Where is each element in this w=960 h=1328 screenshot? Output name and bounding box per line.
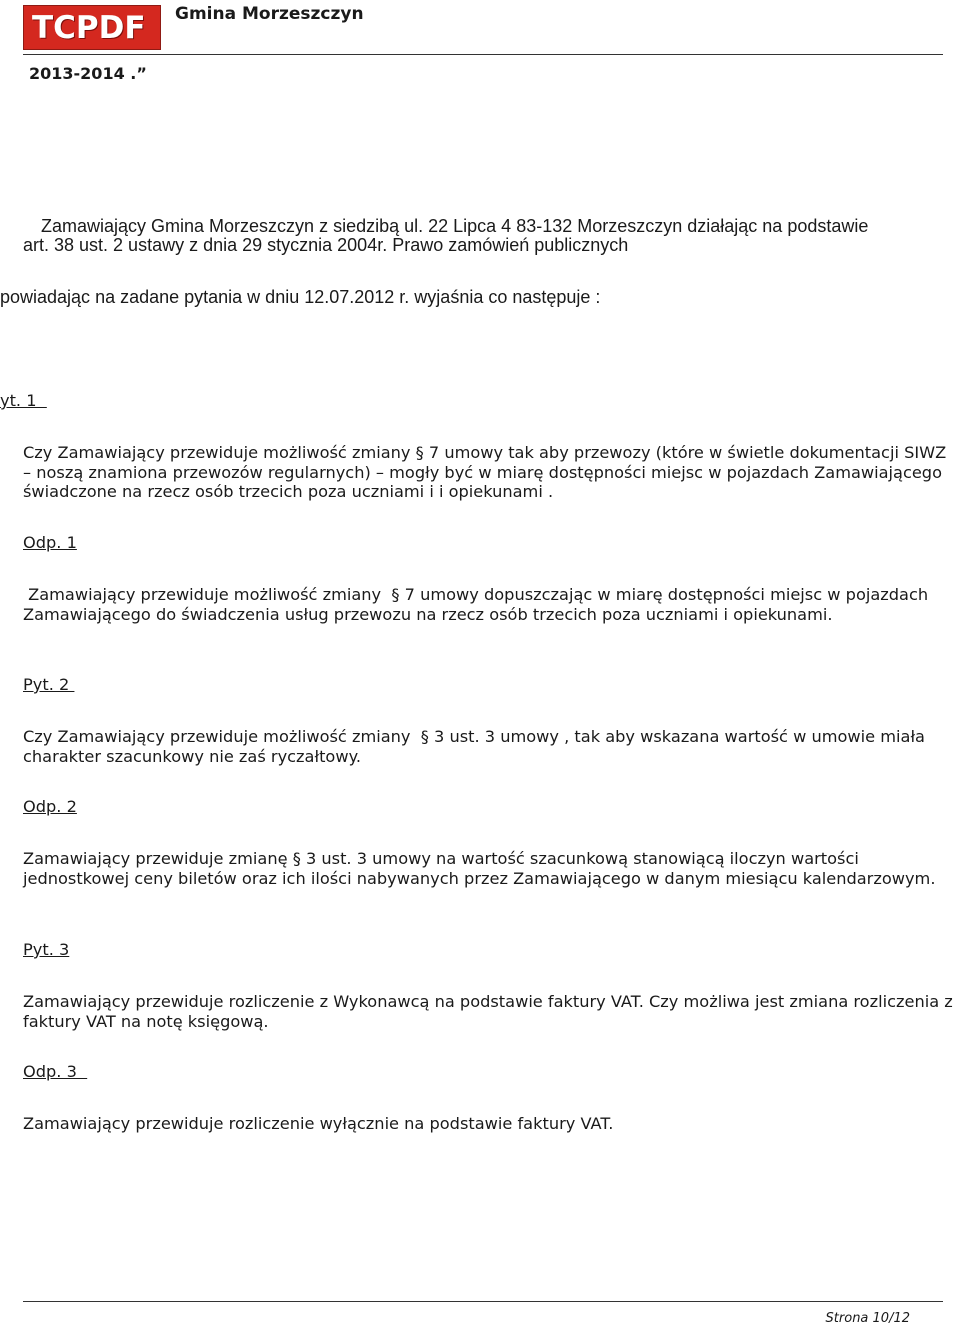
- intro-line-1: Zamawiający Gmina Morzeszczyn z siedzibą ul. 22 Lipca 4 83-132 Morzeszczyn działając na podstawie: [41, 216, 869, 236]
- answer-2-text: Zamawiający przewiduje zmianę § 3 ust. 3 umowy na wartość szacunkową stanowiącą iloczyn wartości jednostkowej ceny biletów oraz ich ilości nabywanych przez Zamawiającego w danym miesiącu kalendarzowym.: [23, 849, 936, 888]
- answer-3-label: Odp. 3: [23, 1062, 88, 1081]
- footer-divider: [23, 1301, 943, 1302]
- header-divider: [23, 54, 943, 55]
- answer-2-label: Odp. 2: [23, 797, 77, 816]
- page-number: Strona 10/12: [825, 1311, 910, 1326]
- intro-line-2: art. 38 ust. 2 ustawy z dnia 29 stycznia 2004r. Prawo zamówień publicznych: [23, 235, 629, 255]
- answer-1-label: Odp. 1: [23, 533, 77, 552]
- answer-3-text: Zamawiający przewiduje rozliczenie wyłącznie na podstawie faktury VAT.: [23, 1114, 614, 1133]
- question-3-text: Zamawiający przewiduje rozliczenie z Wykonawcą na podstawie faktury VAT. Czy możliwa jest zmiana rozliczenia z faktury VAT na notę księgową.: [23, 992, 953, 1031]
- question-2-label: Pyt. 2: [23, 675, 75, 694]
- page-header-title: Gmina Morzeszczyn: [175, 4, 364, 24]
- question-2-text: Czy Zamawiający przewiduje możliwość zmiany § 3 ust. 3 umowy , tak aby wskazana wartość w umowie miała charakter szacunkowy nie zaś ryczałtowy.: [23, 727, 931, 766]
- answer-1-text: Zamawiający przewiduje możliwość zmiany § 7 umowy dopuszczając w miarę dostępności miejsc w pojazdach Zamawiającego do świadczenia usług przewozu na rzecz osób trzecich poza uczniami i opiekunami.: [23, 585, 934, 624]
- header-subtitle: 2013-2014 .”: [29, 64, 147, 83]
- question-3-label: Pyt. 3: [23, 940, 70, 959]
- logo-text: TCPDF: [32, 10, 146, 46]
- question-1-text: Czy Zamawiający przewiduje możliwość zmiany § 7 umowy tak aby przewozy (które w świetle dokumentacji SIWZ – noszą znamiona przewozów regularnych) – mogły być w miarę dostępności miejsc w pojazdach Zamawiającego świadczone na rzecz osób trzecich poza uczniami i i opiekunami .: [23, 443, 947, 501]
- question-1-label: yt. 1: [0, 391, 47, 410]
- tcpdf-logo: [23, 5, 161, 50]
- intro-line-3: powiadając na zadane pytania w dniu 12.07.2012 r. wyjaśnia co następuje :: [0, 287, 601, 307]
